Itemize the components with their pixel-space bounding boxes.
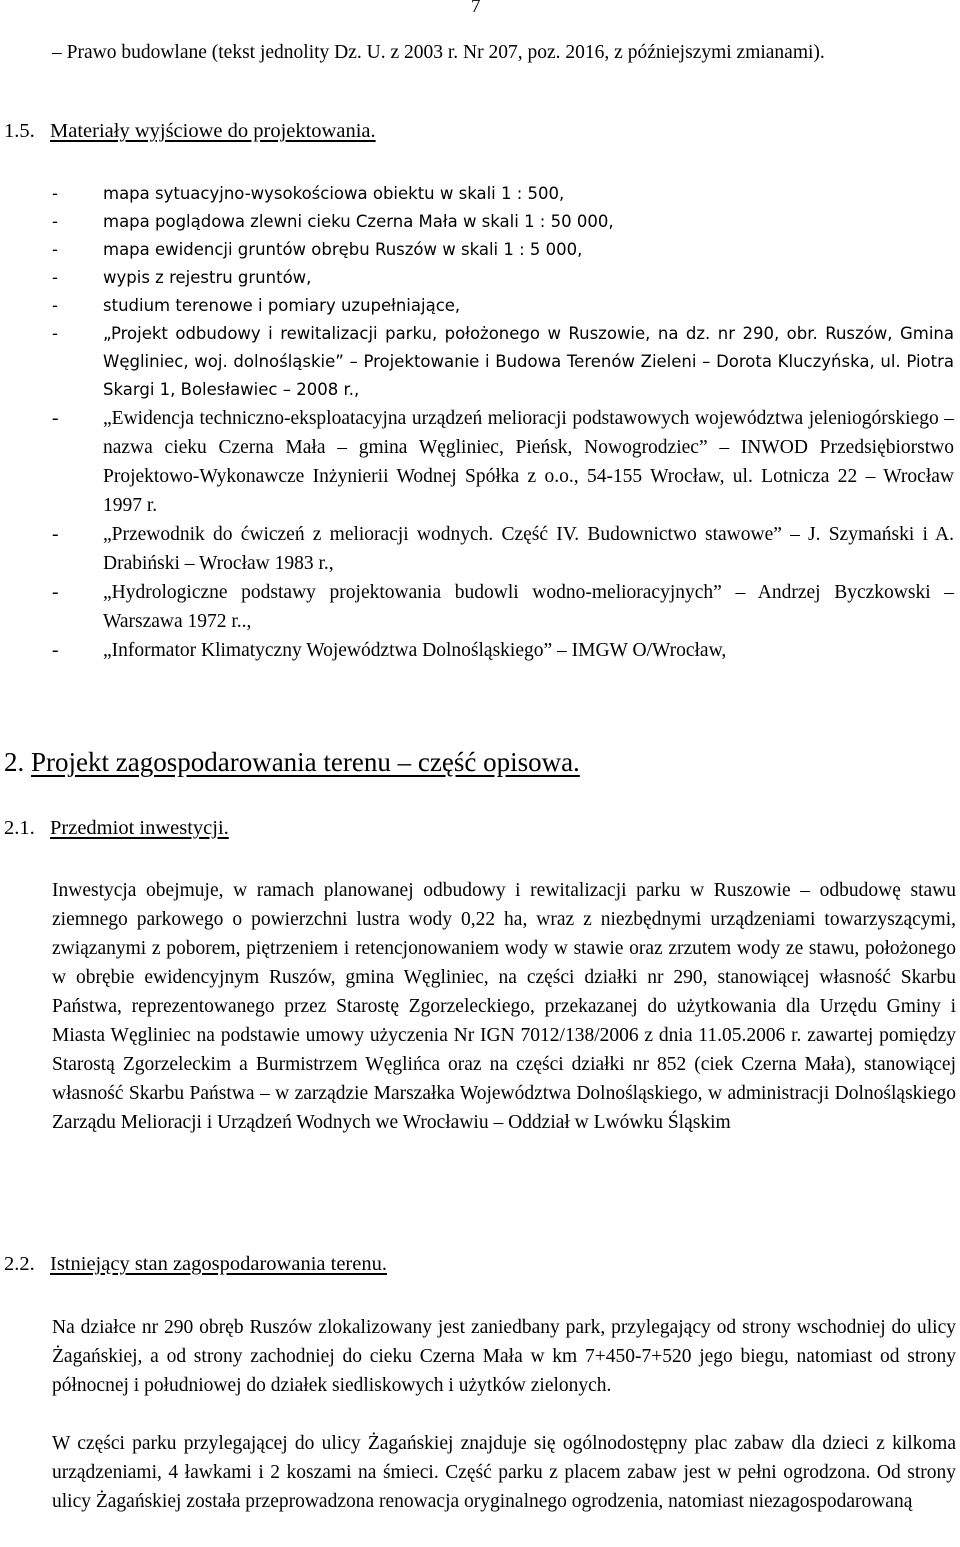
section-title: Materiały wyjściowe do projektowania.	[50, 120, 376, 142]
list-item: - wypis z rejestru gruntów,	[52, 268, 312, 287]
list-item: - „Projekt odbudowy i rewitalizacji parku, położonego w Ruszowie, na dz. nr 290, obr. Ruszów, Gmina Węgliniec, woj. dolnośląskie” – Projektowanie i Budowa Terenów Zieleni – Dorota Kluczyńska, ul. Piotra Skargi 1, Bolesławiec – 2008 r.,	[52, 324, 954, 399]
page-number: 7	[471, 0, 481, 17]
intro-list-item: – Prawo budowlane (tekst jednolity Dz. U. z 2003 r. Nr 207, poz. 2016, z późniejszymi zmianami).	[52, 42, 825, 63]
section-2-2-heading	[4, 1253, 387, 1276]
section-title: Projekt zagospodarowania terenu – część opisowa.	[31, 747, 580, 777]
section-title: Istniejący stan zagospodarowania terenu.	[50, 1253, 387, 1275]
section-number: 2.2.	[4, 1253, 35, 1275]
list-item: - mapa ewidencji gruntów obrębu Ruszów w skali 1 : 5 000,	[52, 240, 583, 259]
list-item: - „Przewodnik do ćwiczeń z melioracji wodnych. Część IV. Budownictwo stawowe” – J. Szymański i A. Drabiński – Wrocław 1983 r.,	[52, 524, 954, 574]
list-item: - „Hydrologiczne podstawy projektowania budowli wodno-melioracyjnych” – Andrzej Byczkowski – Warszawa 1972 r..,	[52, 582, 954, 632]
list-item: - mapa sytuacyjno-wysokościowa obiektu w skali 1 : 500,	[52, 184, 565, 203]
section-title: Przedmiot inwestycji.	[50, 817, 229, 839]
list-item: - studium terenowe i pomiary uzupełniające,	[52, 296, 461, 315]
section-1-5-heading	[4, 120, 376, 143]
paragraph-playground: W części parku przylegającej do ulicy Żagańskiej znajduje się ogólnodostępny plac zabaw dla dzieci z kilkoma urządzeniami, 4 ławkami i 2 koszami na śmieci. Część parku z placem zabaw jest w pełni ogrodzona. Od strony ulicy Żagańskiej została przeprowadzona renowacja oryginalnego ogrodzenia, natomiast niezagospodarowaną	[52, 1433, 956, 1512]
paragraph-existing-state: Na działce nr 290 obręb Ruszów zlokalizowany jest zaniedbany park, przylegający od strony wschodniej do ulicy Żagańskiej, a od strony zachodniej do cieku Czerna Mała w km 7+450-7+520 jego biegu, natomiast od strony północnej i południowej do działek siedliskowych i użytków zielonych.	[52, 1317, 956, 1396]
section-number: 1.5.	[4, 120, 35, 142]
list-item: - „Informator Klimatyczny Województwa Dolnośląskiego” – IMGW O/Wrocław,	[52, 640, 727, 661]
section-2-heading	[4, 747, 580, 778]
list-item: - mapa poglądowa zlewni cieku Czerna Mała w skali 1 : 50 000,	[52, 212, 614, 231]
materials-list	[0, 180, 958, 665]
section-2-1-heading	[4, 817, 229, 840]
section-number: 2.	[4, 747, 25, 777]
paragraph-investment-subject: Inwestycja obejmuje, w ramach planowanej odbudowy i rewitalizacji parku w Ruszowie – odbudowę stawu ziemnego parkowego o powierzchni lustra wody 0,22 ha, wraz z niezbędnymi urządzeniami towarzyszącymi, związanymi z poborem, piętrzeniem i retencjonowaniem wody w stawie oraz zrzutem wody ze stawu, położonego w obrębie ewidencyjnym Ruszów, gmina Węgliniec, na części działki nr 290, stanowiącej własność Skarbu Państwa, reprezentowanego przez Starostę Zgorzeleckiego, przekazanej do użytkowania dla Urzędu Gminy i Miasta Węgliniec na podstawie umowy użyczenia Nr IGN 7012/138/2006 z dnia 11.05.2006 r. zawartej pomiędzy Starostą Zgorzeleckim a Burmistrzem Węglińca oraz na części działki nr 852 (ciek Czerna Mała), stanowiącej własność Skarbu Państwa – w zarządzie Marszałka Województwa Dolnośląskiego, w administracji Dolnośląskiego Zarządu Melioracji i Urządzeń Wodnych we Wrocławiu – Oddział w Lwówku Śląskim	[52, 880, 956, 1133]
list-item: - „Ewidencja techniczno-eksploatacyjna urządzeń melioracji podstawowych województwa jeleniogórskiego – nazwa cieku Czerna Mała – gmina Węgliniec, Pieńsk, Nowogrodziec” – INWOD Przedsiębiorstwo Projektowo-Wykonawcze Inżynierii Wodnej Spółka z o.o., 54-155 Wrocław, ul. Lotnicza 22 – Wrocław 1997 r.	[52, 408, 954, 516]
section-number: 2.1.	[4, 817, 35, 839]
